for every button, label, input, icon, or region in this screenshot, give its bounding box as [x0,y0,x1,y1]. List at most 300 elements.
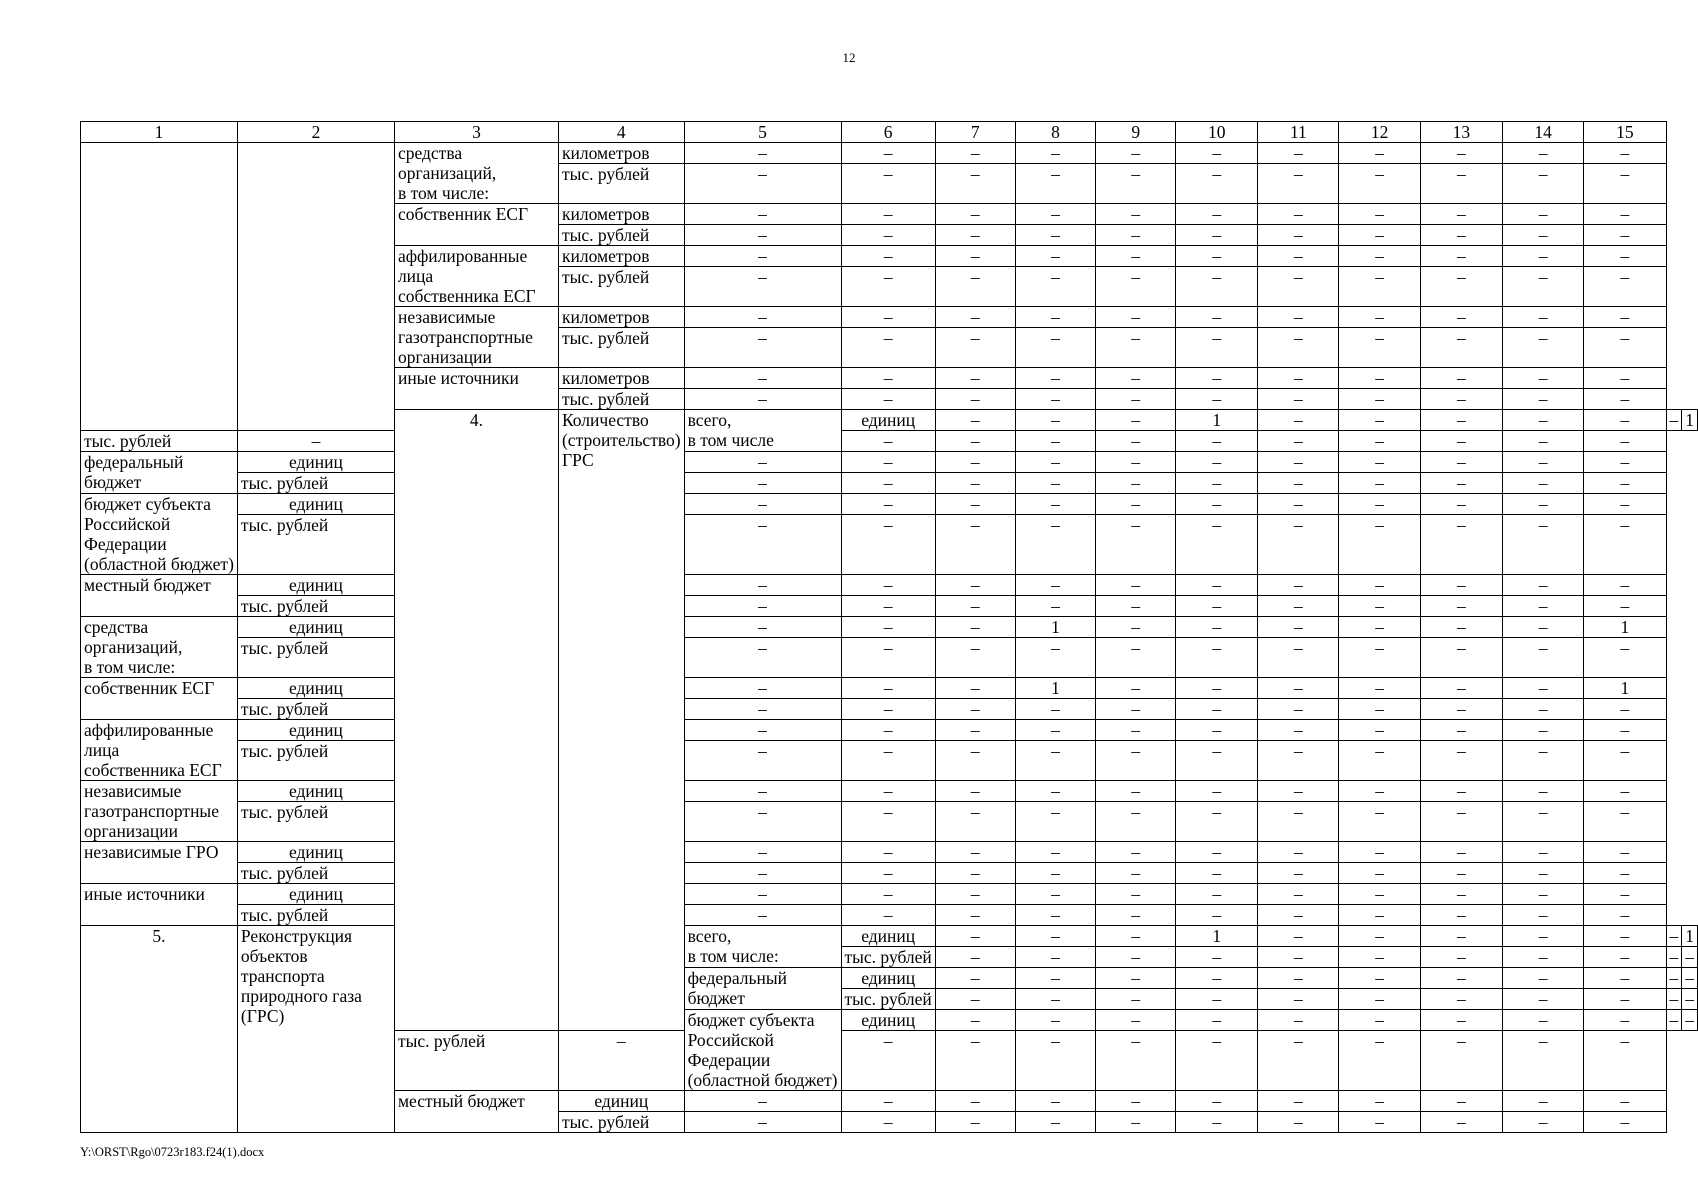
value-cell: – [1339,699,1420,720]
value-cell: – [841,225,935,246]
value-cell: – [684,699,841,720]
value-cell: – [1096,905,1176,926]
value-cell: – [841,863,935,884]
value-cell: – [684,267,841,307]
value-cell: – [1420,267,1502,307]
cell-line: организаций, [84,637,183,657]
cell-line: бюджет [687,988,745,1008]
cell-line: собственника ЕСГ [397,286,536,306]
value-cell: – [1502,164,1583,204]
funding-source [81,720,238,781]
unit-of-measure: тыс. рублей [558,1112,684,1133]
value-cell: – [841,575,935,596]
value-cell: – [684,494,841,515]
unit-of-measure: тыс. рублей [841,947,935,968]
unit-of-measure: километров [558,204,684,225]
table-row [81,678,1698,699]
value-cell: – [1584,410,1666,431]
column-header: 13 [1420,122,1502,143]
value-cell: – [684,515,841,575]
unit-of-measure: единиц [237,884,394,905]
value-cell: – [1339,781,1420,802]
funding-source [81,575,238,617]
value-cell: – [1502,389,1583,410]
value-cell: – [1176,947,1258,968]
value-cell: – [935,989,1015,1010]
value-cell: – [841,515,935,575]
value-cell: – [1420,328,1502,368]
value-cell: – [1096,989,1176,1010]
value-cell: – [1584,1112,1666,1133]
object-name [558,410,684,1031]
value-cell: – [935,515,1015,575]
table-row [81,741,1698,781]
value-cell: – [684,204,841,225]
value-cell: – [1420,410,1502,431]
value-cell: – [935,617,1015,638]
value-cell: – [1096,267,1176,307]
value-cell: – [1339,431,1420,452]
value-cell: – [1584,328,1666,368]
value-cell: – [1339,1031,1420,1091]
value-cell: – [1258,368,1339,389]
value-cell: – [1258,720,1339,741]
value-cell: – [684,741,841,781]
value-cell: – [935,575,1015,596]
value-cell: – [1096,842,1176,863]
value-cell: – [1339,1091,1420,1112]
cell-line: независимые [397,307,496,327]
cell-line: Реконструкция [240,926,353,946]
value-cell: – [1502,638,1583,678]
value-cell: – [1258,452,1339,473]
value-cell: – [1339,1010,1420,1031]
value-cell: – [1015,204,1096,225]
value-cell: – [1015,802,1096,842]
value-cell: – [841,494,935,515]
value-cell: – [684,575,841,596]
value-cell: – [935,926,1015,947]
value-cell: – [1339,575,1420,596]
value-cell: – [1176,638,1258,678]
value-cell: – [1339,884,1420,905]
value-cell: – [1096,596,1176,617]
cell-line: (областной бюджет) [84,554,234,574]
table-row [81,802,1698,842]
value-cell: – [684,720,841,741]
value-cell: – [935,596,1015,617]
value-cell: – [1502,720,1583,741]
value-cell: – [1584,246,1666,267]
value-cell: – [935,968,1015,989]
value-cell: – [1666,947,1682,968]
value-cell: – [935,638,1015,678]
table-row [81,596,1698,617]
value-cell: – [1258,905,1339,926]
value-cell: – [841,473,935,494]
value-cell: – [1015,863,1096,884]
value-cell: – [684,328,841,368]
value-cell: – [1339,452,1420,473]
value-cell: – [1420,989,1502,1010]
value-cell: – [1096,678,1176,699]
value-cell: – [1584,164,1666,204]
value-cell: – [684,905,841,926]
value-cell: – [841,741,935,781]
value-cell: – [1502,368,1583,389]
value-cell: – [684,781,841,802]
value-cell: – [1420,947,1502,968]
cell-line: Российской [687,1030,774,1050]
cell-line: собственника ЕСГ [84,760,222,780]
value-cell: – [1096,741,1176,781]
value-cell: – [1176,989,1258,1010]
value-cell: – [1420,926,1502,947]
value-cell: – [1339,473,1420,494]
value-cell: – [1502,781,1583,802]
value-cell: – [1258,699,1339,720]
value-cell: – [1502,494,1583,515]
value-cell: – [1096,515,1176,575]
value-cell: – [1666,926,1682,947]
value-cell: – [935,431,1015,452]
table-row [81,473,1698,494]
value-cell: – [1420,246,1502,267]
cell-line: местный бюджет [84,575,211,595]
value-cell: – [1502,947,1583,968]
value-cell: – [1176,905,1258,926]
value-cell: – [1339,863,1420,884]
funding-source [684,410,841,452]
value-cell: – [1096,164,1176,204]
value-cell: – [1420,494,1502,515]
cell-line: лица [397,266,434,286]
value-cell: – [1015,781,1096,802]
value-cell: – [841,1112,935,1133]
value-cell: – [1258,781,1339,802]
unit-of-measure: единиц [237,781,394,802]
unit-of-measure: тыс. рублей [237,863,394,884]
value-cell: – [1015,1112,1096,1133]
value-cell: – [1584,515,1666,575]
object-name [237,926,394,1133]
value-cell: – [1258,410,1339,431]
cell-line: федеральный [687,968,787,988]
value-cell: – [1666,1010,1682,1031]
value-cell: – [1096,926,1176,947]
value-cell: – [558,1031,684,1091]
value-cell: – [841,884,935,905]
value-cell: – [1420,741,1502,781]
value-cell: – [841,307,935,328]
value-cell: – [1502,204,1583,225]
value-cell: – [1096,720,1176,741]
cell-line: организаций, [397,163,497,183]
unit-of-measure: тыс. рублей [841,989,935,1010]
value-cell: – [684,1112,841,1133]
value-cell: – [1502,267,1583,307]
value-cell: – [684,842,841,863]
value-cell: – [1176,968,1258,989]
value-cell: – [841,720,935,741]
value-cell: – [684,802,841,842]
value-cell: – [1015,431,1096,452]
value-cell: – [1176,781,1258,802]
value-cell: – [1258,989,1339,1010]
value-cell: – [1339,741,1420,781]
value-cell: – [1339,720,1420,741]
value-cell: – [1420,638,1502,678]
row-number [81,143,238,431]
value-cell: – [1666,410,1682,431]
cell-line: лица [84,740,120,760]
table-row [81,575,1698,596]
value-cell: – [1015,328,1096,368]
cell-line: иные источники [397,368,519,388]
value-cell: – [1258,515,1339,575]
value-cell: – [684,884,841,905]
funding-source [394,143,558,204]
value-cell: – [841,143,935,164]
cell-line: (строительство) [561,430,681,450]
value-cell: – [1176,389,1258,410]
value-cell: – [1584,431,1666,452]
value-cell: – [1339,678,1420,699]
value-cell: – [1502,802,1583,842]
table-row [81,452,1698,473]
value-cell: 1 [1682,410,1698,431]
value-cell: – [684,452,841,473]
value-cell: – [935,1010,1015,1031]
value-cell: – [1502,926,1583,947]
funding-source [684,968,841,1010]
cell-line: Количество [561,410,649,430]
unit-of-measure: единиц [237,494,394,515]
cell-line: средства [84,617,149,637]
column-header: 1 [81,122,238,143]
value-cell: – [1015,575,1096,596]
column-header: 11 [1258,122,1339,143]
value-cell: – [1096,575,1176,596]
value-cell: – [1096,1031,1176,1091]
value-cell: – [1096,431,1176,452]
value-cell: – [1176,720,1258,741]
value-cell: – [1420,307,1502,328]
value-cell: – [1096,884,1176,905]
column-header: 3 [394,122,558,143]
value-cell: – [1420,452,1502,473]
value-cell: 1 [1176,926,1258,947]
cell-line: бюджет субъекта [687,1010,815,1030]
value-cell: – [1096,947,1176,968]
value-cell: – [1015,389,1096,410]
value-cell: – [1015,225,1096,246]
unit-of-measure: единиц [841,1010,935,1031]
value-cell: – [1420,1010,1502,1031]
value-cell: – [1176,452,1258,473]
value-cell: – [1584,389,1666,410]
value-cell: – [1420,575,1502,596]
value-cell: – [1339,204,1420,225]
cell-line: транспорта [240,966,325,986]
value-cell: – [841,1091,935,1112]
value-cell: – [1176,741,1258,781]
cell-line: всего, [687,926,732,946]
funding-source [394,1091,558,1133]
unit-of-measure: единиц [237,617,394,638]
value-cell: – [1176,678,1258,699]
value-cell: – [1258,596,1339,617]
value-cell: – [684,368,841,389]
cell-line: (ГРС) [240,1006,285,1026]
unit-of-measure: единиц [841,410,935,431]
value-cell: – [1502,225,1583,246]
value-cell: – [1015,842,1096,863]
value-cell: – [1420,204,1502,225]
funding-source [81,678,238,720]
value-cell: – [1420,143,1502,164]
value-cell: – [1502,968,1583,989]
value-cell: – [684,246,841,267]
value-cell: – [1096,1010,1176,1031]
value-cell: – [935,143,1015,164]
value-cell: – [1420,473,1502,494]
unit-of-measure: тыс. рублей [237,802,394,842]
value-cell: – [1176,431,1258,452]
value-cell: – [1420,678,1502,699]
value-cell: – [1420,389,1502,410]
funding-source [81,452,238,494]
value-cell: – [1584,884,1666,905]
value-cell: – [1502,575,1583,596]
value-cell: – [1176,494,1258,515]
cell-line: федеральный [84,452,184,472]
value-cell: – [1015,905,1096,926]
table-row [81,863,1698,884]
value-cell: – [1096,143,1176,164]
value-cell: – [1339,1112,1420,1133]
investment-table [80,121,1698,1133]
unit-of-measure: единиц [237,678,394,699]
value-cell: – [1339,617,1420,638]
value-cell: 1 [1015,678,1096,699]
value-cell: – [1258,947,1339,968]
cell-line: средства [397,143,463,163]
cell-line: в том числе: [84,657,176,677]
cell-line: организации [397,347,492,367]
value-cell: – [684,389,841,410]
value-cell: – [684,307,841,328]
value-cell: – [841,246,935,267]
cell-line: Федерации [84,534,167,554]
value-cell: – [935,1031,1015,1091]
value-cell: – [1015,143,1096,164]
value-cell: – [1502,515,1583,575]
value-cell: – [1502,1091,1583,1112]
value-cell: – [1258,473,1339,494]
value-cell: – [684,678,841,699]
unit-of-measure: тыс. рублей [237,905,394,926]
value-cell: – [1015,515,1096,575]
unit-of-measure: единиц [237,575,394,596]
unit-of-measure: тыс. рублей [237,596,394,617]
value-cell: – [1015,1031,1096,1091]
value-cell: 1 [1015,617,1096,638]
value-cell: – [1420,225,1502,246]
value-cell: – [1584,926,1666,947]
value-cell: – [1015,1091,1096,1112]
table-row [81,926,1698,947]
value-cell: – [1176,699,1258,720]
value-cell: – [935,389,1015,410]
value-cell: – [1682,989,1698,1010]
unit-of-measure: километров [558,307,684,328]
value-cell: – [684,1091,841,1112]
value-cell: – [1584,1031,1666,1091]
value-cell: – [935,699,1015,720]
value-cell: – [1176,473,1258,494]
value-cell: – [1258,164,1339,204]
value-cell: – [1096,307,1176,328]
value-cell: – [1096,452,1176,473]
value-cell: – [1258,1091,1339,1112]
value-cell: – [1176,328,1258,368]
value-cell: – [1015,246,1096,267]
value-cell: – [1015,989,1096,1010]
value-cell: – [1096,494,1176,515]
cell-line: бюджет [84,472,142,492]
value-cell: – [841,802,935,842]
value-cell: – [1096,246,1176,267]
value-cell: – [1502,1112,1583,1133]
unit-of-measure: единиц [841,968,935,989]
value-cell: – [841,781,935,802]
value-cell: – [237,431,394,452]
value-cell: – [1015,164,1096,204]
value-cell: – [935,842,1015,863]
value-cell: – [1420,431,1502,452]
value-cell: – [1258,842,1339,863]
value-cell: – [1339,842,1420,863]
value-cell: – [1339,905,1420,926]
value-cell: – [1176,515,1258,575]
value-cell: – [1258,884,1339,905]
value-cell: – [1258,246,1339,267]
value-cell: – [1420,842,1502,863]
value-cell: – [1015,720,1096,741]
unit-of-measure: тыс. рублей [558,225,684,246]
value-cell: – [1096,781,1176,802]
value-cell: – [1176,1010,1258,1031]
value-cell: – [1420,699,1502,720]
value-cell: – [935,452,1015,473]
value-cell: – [841,328,935,368]
value-cell: – [1096,204,1176,225]
value-cell: – [1420,1091,1502,1112]
value-cell: – [841,389,935,410]
table-row [81,515,1698,575]
value-cell: – [1502,328,1583,368]
table-row [81,617,1698,638]
value-cell: – [841,842,935,863]
unit-of-measure: единиц [841,926,935,947]
unit-of-measure: тыс. рублей [237,515,394,575]
value-cell: – [1258,204,1339,225]
value-cell: – [1015,473,1096,494]
value-cell: – [935,1091,1015,1112]
cell-line: (областной бюджет) [687,1070,838,1090]
value-cell: – [1682,1010,1698,1031]
